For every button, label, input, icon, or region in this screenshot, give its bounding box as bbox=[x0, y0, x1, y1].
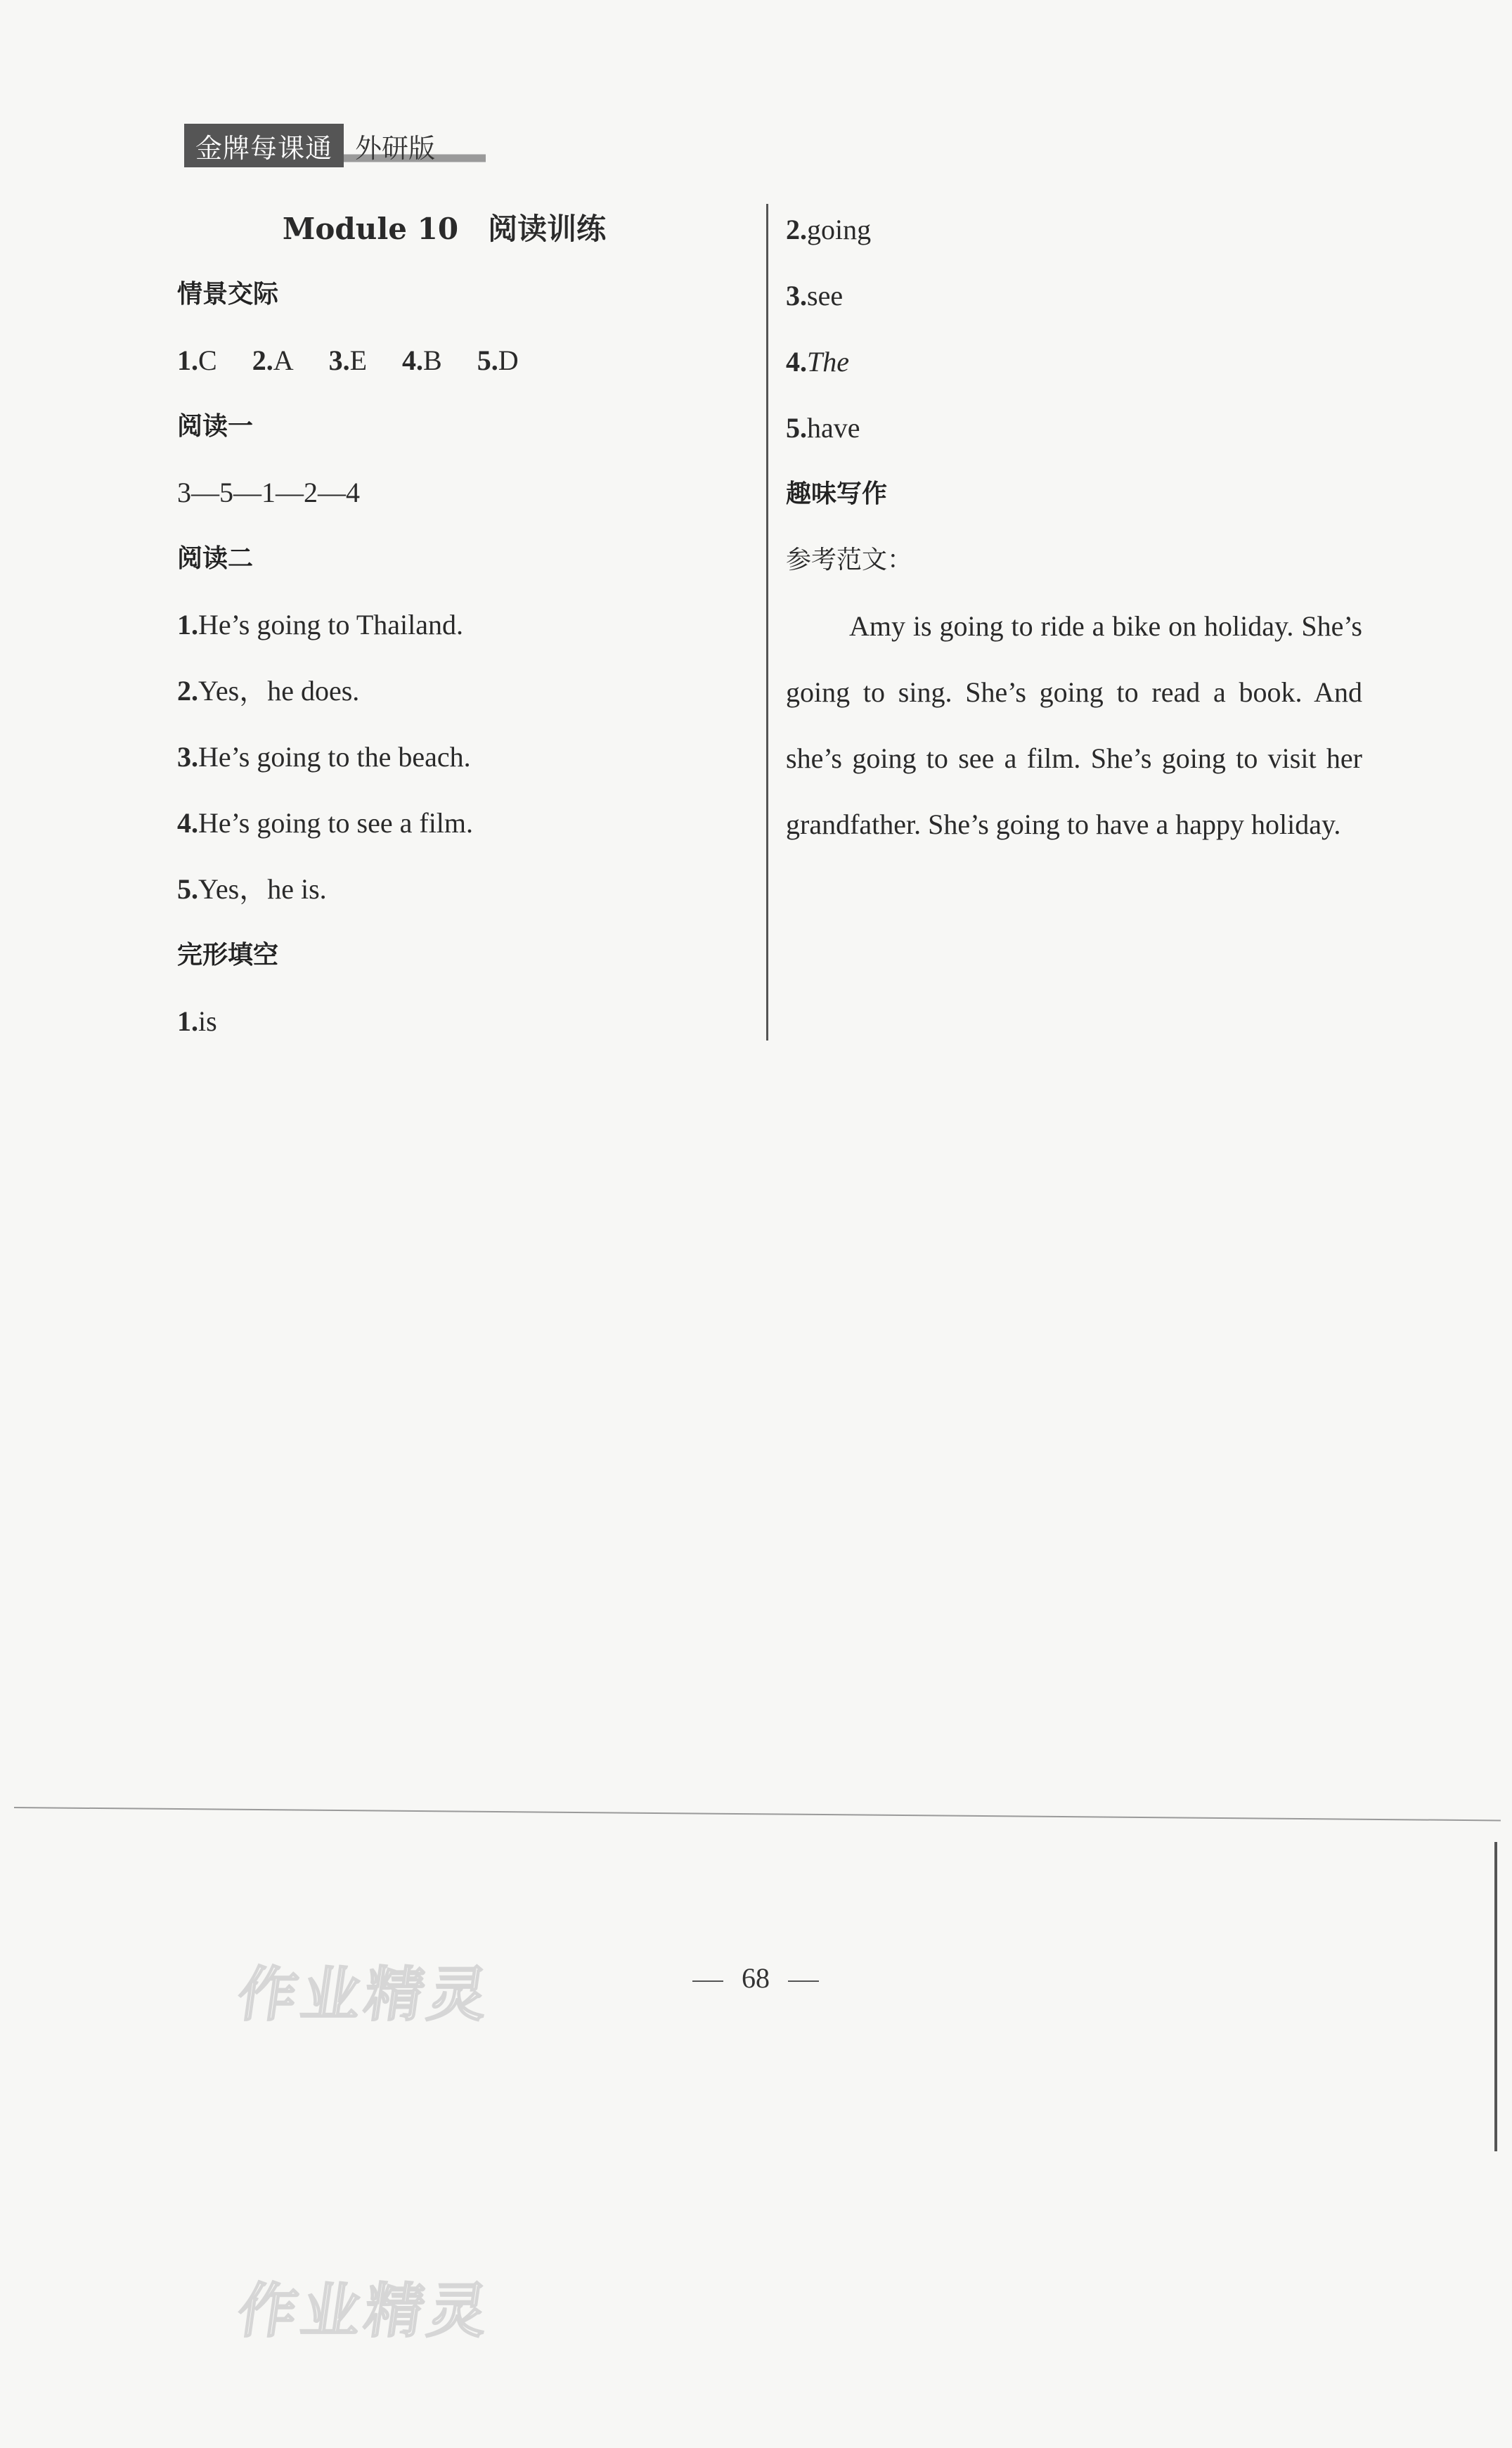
watermark: 作业精灵 bbox=[233, 2276, 496, 2345]
list-item: 3.see bbox=[786, 280, 844, 311]
list-item: 2.going bbox=[786, 214, 872, 245]
watermark: 作业精灵 bbox=[233, 1960, 496, 2029]
page-number bbox=[633, 1961, 879, 1995]
list-item: 2.Yes，he does. bbox=[177, 675, 360, 707]
section-heading-reading-two: 阅读二 bbox=[177, 544, 254, 573]
answer-item: 2.A bbox=[252, 344, 294, 376]
sample-essay-paragraph: Amy is going to ride a bike on holiday. She’s going to sing. She’s going to read a book. And she’s going to see a film. She’s going to visit her grandfather. She’s going to have a happy holiday. bbox=[786, 610, 1362, 840]
list-item: 4.He’s going to see a film. bbox=[177, 807, 474, 839]
list-item: 3.He’s going to the beach. bbox=[177, 741, 471, 773]
section-heading-cloze: 完形填空 bbox=[177, 941, 279, 969]
answer-item: 4.B bbox=[402, 344, 442, 376]
page-number-value: 68 bbox=[742, 1962, 770, 1994]
series-edition: 外研版 bbox=[344, 124, 486, 167]
answer-item: 1.C bbox=[177, 344, 217, 376]
section-heading-writing: 趣味写作 bbox=[786, 479, 888, 508]
page-title: Module 10 阅读训练 bbox=[282, 212, 607, 246]
list-item: 5.Yes，he is. bbox=[177, 873, 327, 905]
list-item: 1.He’s going to Thailand. bbox=[177, 609, 463, 640]
list-item: 1.is bbox=[177, 1005, 217, 1037]
page-number-dash-right bbox=[788, 1980, 819, 1982]
column-divider bbox=[766, 204, 768, 1041]
left-column bbox=[177, 197, 754, 1055]
page-edge-line bbox=[1494, 1842, 1497, 2151]
footer-rule bbox=[14, 1807, 1501, 1821]
dialogue-answers bbox=[177, 328, 754, 394]
series-header bbox=[184, 124, 486, 167]
list-item: 5.have bbox=[786, 412, 860, 444]
reading-one-answer: 3—5—1—2—4 bbox=[177, 477, 360, 508]
answer-item: 5.D bbox=[477, 344, 519, 376]
right-column bbox=[786, 197, 1362, 858]
sample-essay-label: 参考范文： bbox=[786, 546, 913, 574]
page-number-dash-left bbox=[692, 1980, 723, 1982]
answer-item: 3.E bbox=[328, 344, 368, 376]
section-heading-dialogue: 情景交际 bbox=[177, 280, 279, 309]
section-heading-reading-one: 阅读一 bbox=[177, 412, 254, 441]
list-item: 4.The bbox=[786, 346, 849, 378]
series-brand: 金牌每课通 bbox=[184, 124, 344, 167]
